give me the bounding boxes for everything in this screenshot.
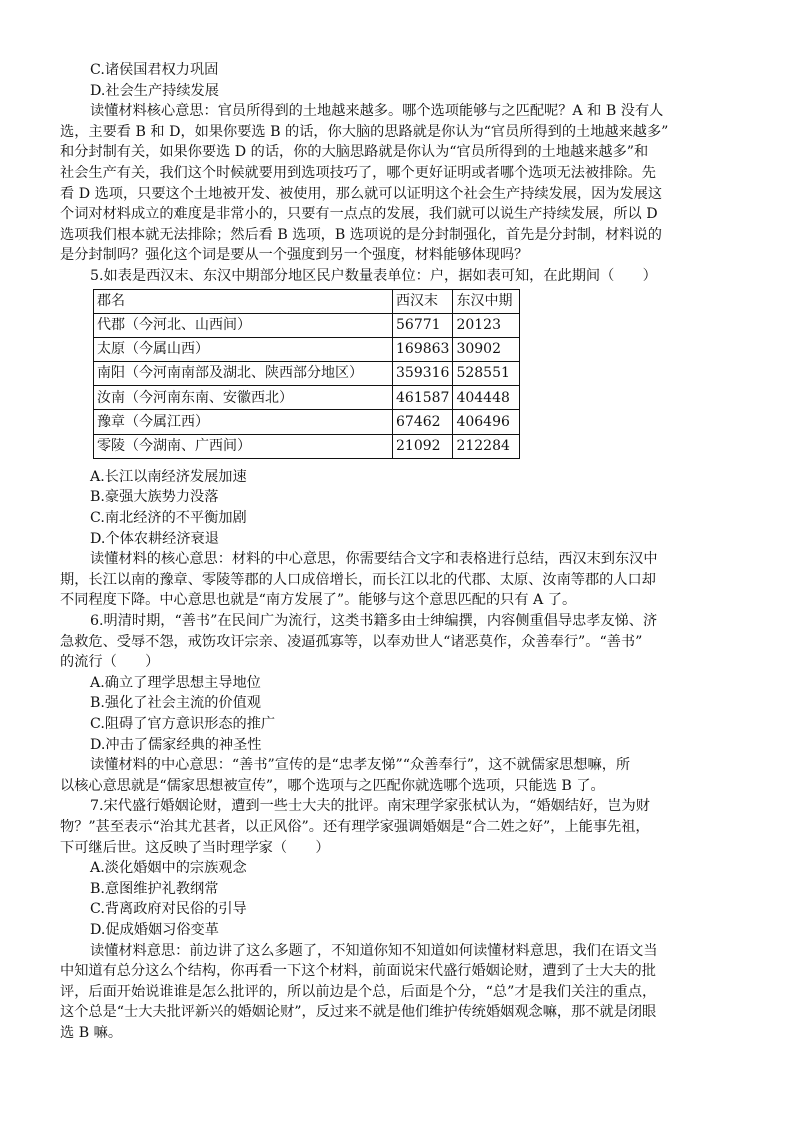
option-c: C.南北经济的不平衡加剧 <box>90 510 247 527</box>
q6-analysis <box>60 755 720 796</box>
option-d: D.冲击了儒家经典的神圣性 <box>90 736 262 753</box>
cell-value: 359316 <box>393 362 453 386</box>
header-eastern-han: 东汉中期 <box>453 289 520 313</box>
option-d: D.促成婚姻习俗变革 <box>90 921 219 938</box>
option-c: C.阻碍了官方意识形态的推广 <box>90 715 276 732</box>
stem-line: 6.明清时期，“善书”在民间广为流行，这类书籍多由士绅编撰，内容侧重倡导忠孝友悌、济 <box>90 613 658 629</box>
table-row <box>94 362 520 386</box>
q7-analysis <box>60 941 720 1044</box>
question-7-stem <box>60 796 720 858</box>
stem-line: 7.宋代盛行婚姻论财，遭到一些士大夫的批评。南宋理学家张栻认为，“婚姻结好，岂为财 <box>90 798 650 815</box>
option-d: D.社会生产持续发展 <box>90 82 219 99</box>
option-c: C.诸侯国君权力巩固 <box>90 62 219 78</box>
q5-options <box>88 467 720 549</box>
q4-analysis <box>60 101 720 266</box>
analysis-line: 以核心意思就是“儒家思想被宣传”，哪个选项与之匹配你就选哪个选项，只能选 B 了。 <box>60 777 605 794</box>
cell-prefecture: 豫章（今属江西） <box>94 410 393 434</box>
cell-value: 212284 <box>453 434 520 458</box>
table-header-row <box>94 289 520 313</box>
cell-value: 404448 <box>453 386 520 410</box>
q6-options <box>88 673 720 755</box>
q7-options <box>88 858 720 940</box>
q5-analysis <box>60 549 720 611</box>
question-6-stem <box>60 611 720 673</box>
option-a: A.长江以南经济发展加速 <box>90 468 247 485</box>
analysis-line: 是分封制吗？强化这个词是要从一个强度到另一个强度，材料能够体现吗？ <box>60 247 529 264</box>
q4-options <box>88 60 720 101</box>
cell-prefecture: 南阳（今河南南部及湖北、陕西部分地区） <box>94 362 393 386</box>
analysis-line: 选，主要看 B 和 D，如果你要选 B 的话，你大脑的思路就是你认为“官员所得到的土地越来越多” <box>60 123 669 140</box>
cell-value: 461587 <box>393 386 453 410</box>
analysis-line: 选项我们根本就无法排除；然后看 B 选项，B 选项说的是分封制强化，首先是分封制，材料说的 <box>60 226 662 243</box>
analysis-line: 看 D 选项，只要这个土地被开发、被使用，那么就可以证明这个社会生产持续发展，因为发展这 <box>60 185 663 202</box>
cell-value: 67462 <box>393 410 453 434</box>
cell-prefecture: 汝南（今河南东南、安徽西北） <box>94 386 393 410</box>
option-a: A.确立了理学思想主导地位 <box>90 674 261 691</box>
cell-value: 30902 <box>453 337 520 361</box>
analysis-line: 读懂材料核心意思：官员所得到的土地越来越多。哪个选项能够与之匹配呢？A 和 B 没有人 <box>90 103 664 120</box>
stem-line: 物？”甚至表示“治其尤甚者，以正风俗”。还有理学家强调婚姻是“合二姓之好”，上能事先祖， <box>60 818 650 835</box>
cell-value: 406496 <box>453 410 520 434</box>
option-b: B.意图维护礼教纲常 <box>90 880 219 897</box>
analysis-line: 和分封制有关，如果你要选 D 的话，你的大脑思路就是你认为“官员所得到的土地越来越多”和 <box>60 144 649 161</box>
cell-value: 169863 <box>393 337 453 361</box>
stem-line: 的流行（ ） <box>60 654 160 671</box>
analysis-line: 不同程度下降。中心意思也就是“南方发展了”。能够与这个意思匹配的只有 A 了。 <box>60 592 577 609</box>
analysis-line: 读懂材料的中心意思：“善书”宣传的是“忠孝友悌”“众善奉行”，这不就儒家思想嘛，所 <box>90 757 631 774</box>
table-row <box>94 386 520 410</box>
cell-prefecture: 零陵（今湖南、广西间） <box>94 434 393 458</box>
analysis-line: 评，后面开始说谁谁是怎么批评的，所以前边是个总，后面是个分，“总”才是我们关注的重点， <box>60 983 657 1000</box>
household-table <box>93 289 520 459</box>
option-c: C.背离政府对民俗的引导 <box>90 901 247 918</box>
option-b: B.强化了社会主流的价值观 <box>90 695 261 712</box>
analysis-line: 社会生产有关，我们这个时候就要用到选项技巧了，哪个更好证明或者哪个选项无法被排除。先 <box>60 164 656 181</box>
cell-value: 56771 <box>393 313 453 337</box>
table-row <box>94 313 520 337</box>
question-5-stem: 5.如表是西汉末、东汉中期部分地区民户数量表单位：户，据如表可知，在此期间（ ） <box>90 267 657 284</box>
stem-line: 急救危、受辱不怨，戒饬攻讦宗亲、凌逼孤寡等，以奉劝世人“诸恶莫作，众善奉行”。“善书” <box>60 633 643 650</box>
analysis-line: 这个总是“士大夫批评新兴的婚姻论财”，反过来不就是他们维护传统婚姻观念嘛，那不就是闭眼 <box>60 1004 657 1021</box>
analysis-line: 读懂材料的核心意思：材料的中心意思，你需要结合文字和表格进行总结，西汉末到东汉中 <box>90 551 658 568</box>
cell-prefecture: 代郡（今河北、山西间） <box>94 313 393 337</box>
document-page <box>60 60 720 1043</box>
table-row <box>94 410 520 434</box>
option-b: B.豪强大族势力没落 <box>90 489 219 506</box>
analysis-line: 选 B 嘛。 <box>60 1024 123 1041</box>
header-prefecture: 郡名 <box>94 289 393 313</box>
cell-value: 20123 <box>453 313 520 337</box>
table-row <box>94 434 520 458</box>
cell-prefecture: 太原（今属山西） <box>94 337 393 361</box>
option-d: D.个体农耕经济衰退 <box>90 530 219 547</box>
header-western-han: 西汉末 <box>393 289 453 313</box>
analysis-line: 读懂材料意思：前边讲了这么多题了，不知道你知不知道如何读懂材料意思，我们在语文当 <box>90 942 658 959</box>
stem-line: 下可继后世。这反映了当时理学家（ ） <box>60 839 330 856</box>
cell-value: 528551 <box>453 362 520 386</box>
analysis-line: 期，长江以南的豫章、零陵等郡的人口成倍增长，而长江以北的代郡、太原、汝南等郡的人口却 <box>60 571 656 588</box>
cell-value: 21092 <box>393 434 453 458</box>
analysis-line: 中知道有总分这么个结构，你再看一下这个材料，前面说宋代盛行婚姻论财，遭到了士大夫的批 <box>60 963 656 980</box>
table-row <box>94 337 520 361</box>
analysis-line: 个词对材料成立的难度是非常小的，只要有一点点的发展，我们就可以说生产持续发展，所以 D <box>60 206 658 223</box>
option-a: A.淡化婚姻中的宗族观念 <box>90 860 247 877</box>
